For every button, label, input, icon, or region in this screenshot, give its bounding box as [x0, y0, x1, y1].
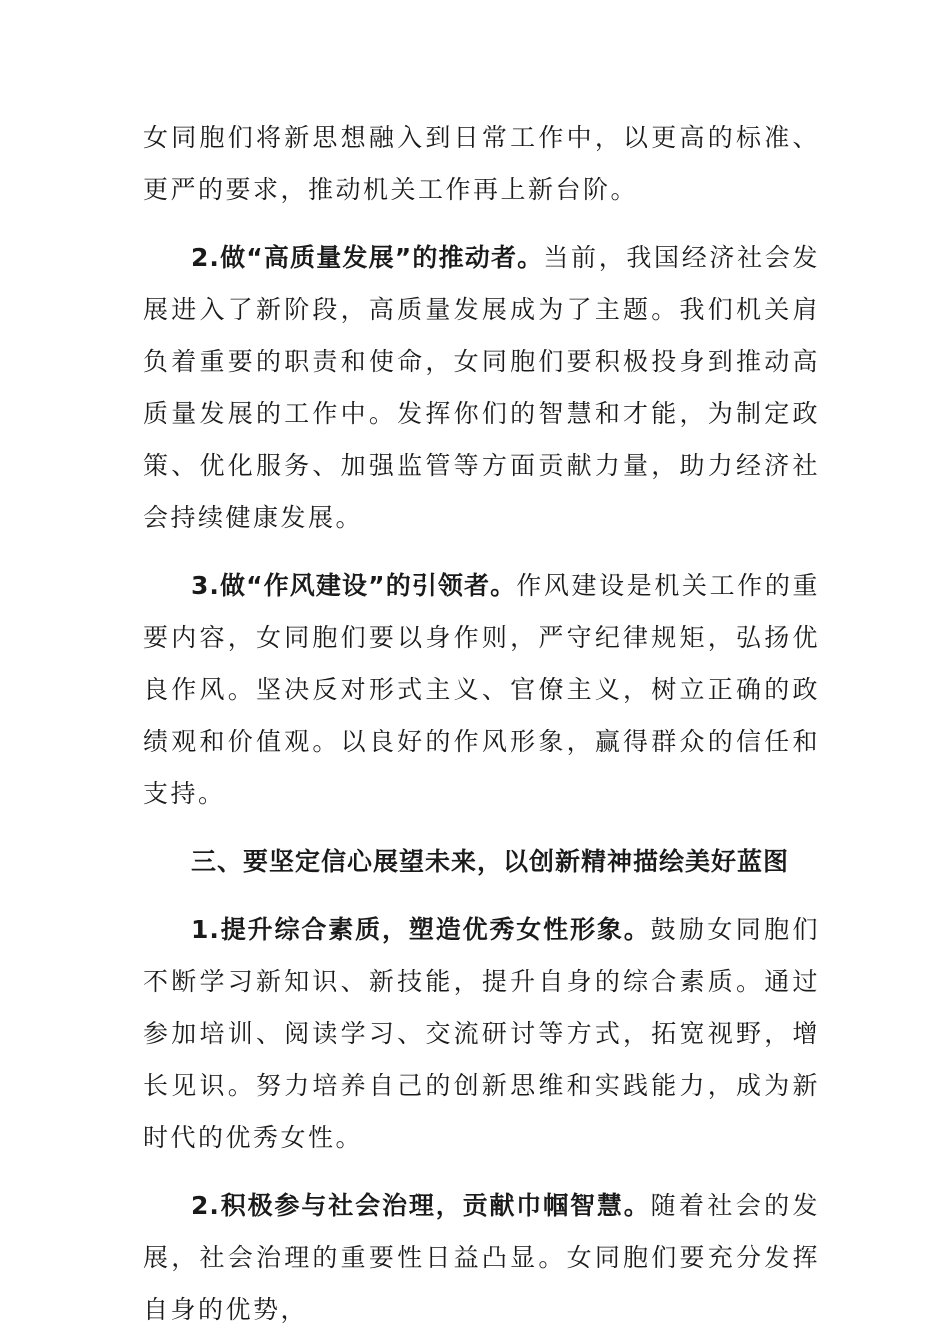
paragraph-lead: 1.提升综合素质，塑造优秀女性形象。 — [191, 915, 651, 944]
paragraph-lead: 3.做“作风建设”的引领者。 — [191, 571, 517, 600]
paragraph-lead: 2.做“高质量发展”的推动者。 — [191, 243, 544, 272]
paragraph-text: 当前，我国经济社会发展进入了新阶段，高质量发展成为了主题。我们机关肩负着重要的职责和使命，女同胞们要积极投身到推动高质量发展的工作中。发挥你们的智慧和才能，为制定政策、优化服务、加强监管等方面贡献力量，助力经济社会持续健康发展。 — [143, 243, 820, 532]
paragraph-text: 女同胞们将新思想融入到日常工作中，以更高的标准、更严的要求，推动机关工作再上新台阶。 — [143, 123, 820, 204]
paragraph-high-quality-development — [143, 232, 820, 544]
paragraph-work-style — [143, 560, 820, 820]
paragraph-continuation — [143, 112, 820, 216]
paragraph-social-governance — [143, 1180, 820, 1336]
paragraph-text: 鼓励女同胞们不断学习新知识、新技能，提升自身的综合素质。通过参加培训、阅读学习、交流研讨等方式，拓宽视野，增长见识。努力培养自己的创新思维和实践能力，成为新时代的优秀女性。 — [143, 915, 820, 1152]
paragraph-quality-improvement — [143, 904, 820, 1164]
paragraph-lead: 2.积极参与社会治理，贡献巾帼智慧。 — [191, 1191, 651, 1220]
section-heading: 三、要坚定信心展望未来，以创新精神描绘美好蓝图 — [191, 847, 790, 876]
paragraph-text: 随着社会的发展，社会治理的重要性日益凸显。女同胞们要充分发挥自身的优势， — [143, 1191, 820, 1324]
paragraph-text: 作风建设是机关工作的重要内容，女同胞们要以身作则，严守纪律规矩，弘扬优良作风。坚决反对形式主义、官僚主义，树立正确的政绩观和价值观。以良好的作风形象，赢得群众的信任和支持。 — [143, 571, 820, 808]
